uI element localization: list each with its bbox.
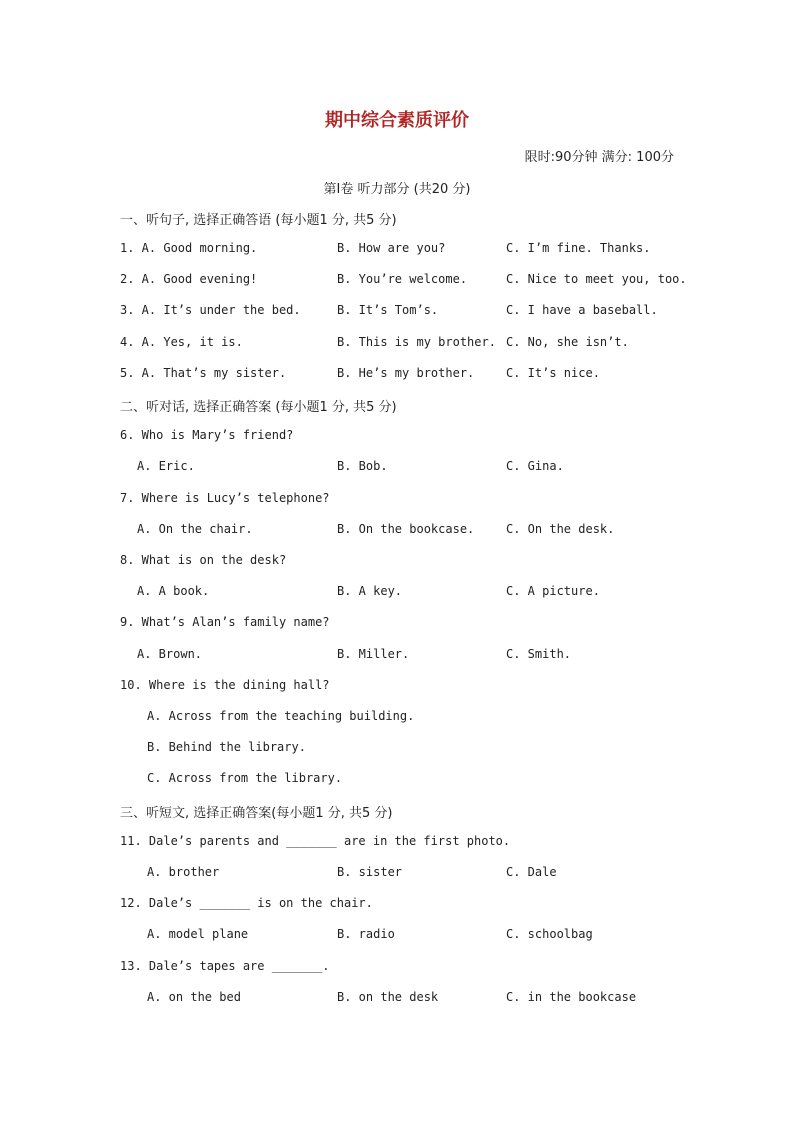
q3-option-a: 3. A. It’s under the bed. xyxy=(120,303,301,317)
q9-option-b: B. Miller. xyxy=(337,647,410,661)
section-2-heading: 二、听对话, 选择正确答案 (每小题1 分, 共5 分) xyxy=(120,400,397,415)
section-3-heading: 三、听短文, 选择正确答案(每小题1 分, 共5 分) xyxy=(120,806,393,821)
q5-option-a: 5. A. That’s my sister. xyxy=(120,366,287,380)
q10-stem: 10. Where is the dining hall? xyxy=(120,678,330,692)
q12-option-b: B. radio xyxy=(337,927,395,941)
q3-option-c: C. I have a baseball. xyxy=(506,303,658,317)
q7-stem: 7. Where is Lucy’s telephone? xyxy=(120,491,330,505)
q12-option-c: C. schoolbag xyxy=(506,927,593,941)
time-limit: 限时:90分钟 满分: 100分 xyxy=(524,150,674,165)
q1-option-c: C. I’m fine. Thanks. xyxy=(506,241,651,255)
q13-option-a: A. on the bed xyxy=(147,990,241,1004)
q13-option-b: B. on the desk xyxy=(337,990,439,1004)
q11-option-c: C. Dale xyxy=(506,865,557,879)
q7-option-b: B. On the bookcase. xyxy=(337,522,475,536)
q6-option-a: A. Eric. xyxy=(137,459,195,473)
q9-stem: 9. What’s Alan’s family name? xyxy=(120,615,330,629)
q9-option-a: A. Brown. xyxy=(137,647,203,661)
q10-option-c: C. Across from the library. xyxy=(147,771,343,785)
part-heading: 第Ⅰ卷 听力部分 (共20 分) xyxy=(323,182,471,197)
q10-option-b: B. Behind the library. xyxy=(147,740,306,754)
q8-option-b: B. A key. xyxy=(337,584,403,598)
q8-stem: 8. What is on the desk? xyxy=(120,553,287,567)
page-title: 期中综合素质评价 xyxy=(325,110,469,131)
q13-option-c: C. in the bookcase xyxy=(506,990,637,1004)
q11-stem: 11. Dale’s parents and _______ are in the first photo. xyxy=(120,834,511,848)
q10-option-a: A. Across from the teaching building. xyxy=(147,709,415,723)
q7-option-a: A. On the chair. xyxy=(137,522,253,536)
q4-option-c: C. No, she isn’t. xyxy=(506,335,629,349)
section-1-heading: 一、听句子, 选择正确答语 (每小题1 分, 共5 分) xyxy=(120,213,397,228)
q11-option-a: A. brother xyxy=(147,865,220,879)
q3-option-b: B. It’s Tom’s. xyxy=(337,303,439,317)
q8-option-a: A. A book. xyxy=(137,584,210,598)
q12-option-a: A. model plane xyxy=(147,927,249,941)
q1-option-a: 1. A. Good morning. xyxy=(120,241,258,255)
q4-option-a: 4. A. Yes, it is. xyxy=(120,335,243,349)
q7-option-c: C. On the desk. xyxy=(506,522,615,536)
q4-option-b: B. This is my brother. xyxy=(337,335,496,349)
q6-option-b: B. Bob. xyxy=(337,459,388,473)
q2-option-b: B. You’re welcome. xyxy=(337,272,468,286)
q2-option-c: C. Nice to meet you, too. xyxy=(506,272,687,286)
q12-stem: 12. Dale’s _______ is on the chair. xyxy=(120,896,373,910)
q5-option-c: C. It’s nice. xyxy=(506,366,600,380)
q5-option-b: B. He’s my brother. xyxy=(337,366,475,380)
q1-option-b: B. How are you? xyxy=(337,241,446,255)
q9-option-c: C. Smith. xyxy=(506,647,572,661)
q8-option-c: C. A picture. xyxy=(506,584,600,598)
q11-option-b: B. sister xyxy=(337,865,403,879)
q13-stem: 13. Dale’s tapes are _______. xyxy=(120,959,330,973)
q6-stem: 6. Who is Mary’s friend? xyxy=(120,428,294,442)
q2-option-a: 2. A. Good evening! xyxy=(120,272,258,286)
q6-option-c: C. Gina. xyxy=(506,459,564,473)
